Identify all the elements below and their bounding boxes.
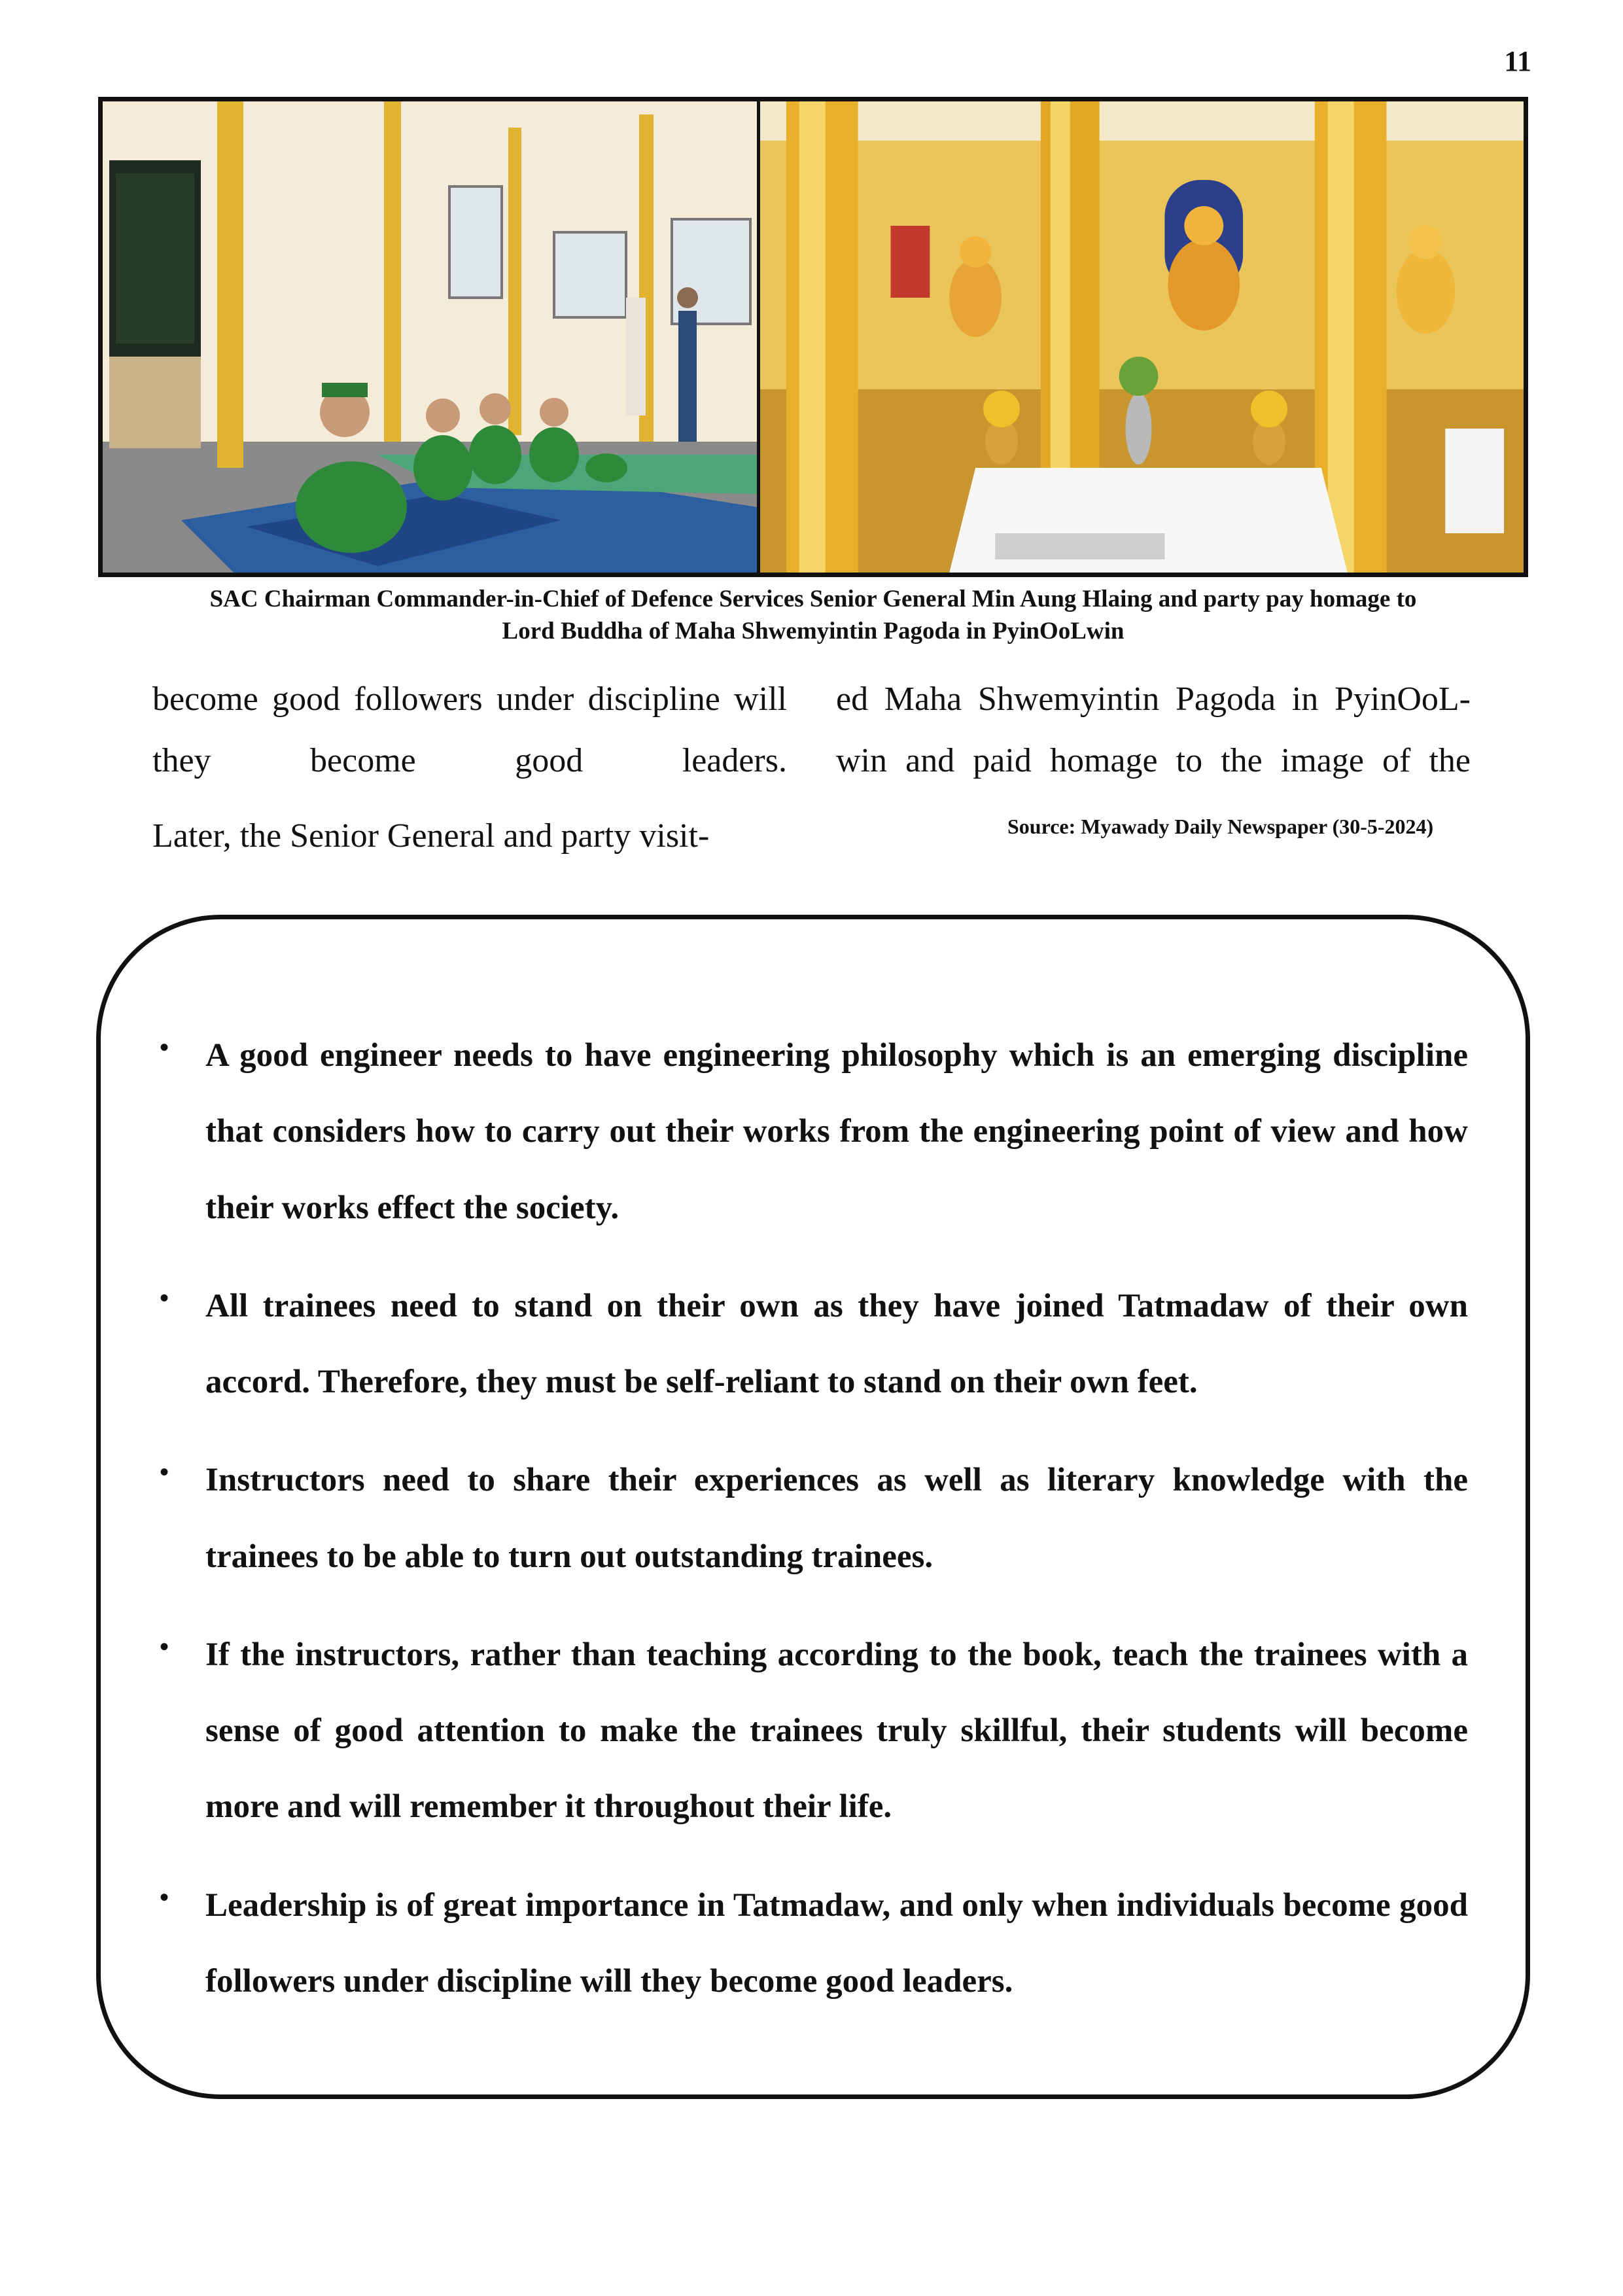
highlights-list bbox=[160, 1017, 1468, 2041]
photo-buddha-shrine bbox=[760, 101, 1524, 573]
bullet-icon: • bbox=[160, 1631, 169, 1661]
source-credit: Source: Myawady Daily Newspaper (30-5-2024) bbox=[1007, 815, 1434, 838]
photo-praying-hall bbox=[103, 101, 757, 573]
bullet-icon: • bbox=[160, 1882, 169, 1912]
page-number: 11 bbox=[1504, 45, 1531, 77]
bullet-icon: • bbox=[160, 1282, 169, 1313]
bullet-icon: • bbox=[160, 1457, 169, 1487]
highlight-item bbox=[160, 1442, 1468, 1595]
bullet-icon: • bbox=[160, 1033, 169, 1062]
highlights-box bbox=[96, 915, 1530, 2099]
highlight-item bbox=[160, 1617, 1468, 1845]
highlight-item bbox=[160, 1867, 1468, 2020]
photo-caption-line-1: SAC Chairman Commander-in-Chief of Defence Services Senior General Min Aung Hlaing and party pay homage to bbox=[209, 586, 1417, 612]
highlight-text: All trainees need to stand on their own as they have joined Tatmadaw of their own accord. Therefore, they must be self-reliant to stand on their own feet. bbox=[205, 1287, 1468, 1401]
buddha-shrine-illustration bbox=[760, 101, 1524, 573]
article-paragraph: Later, the Senior General and party visit- bbox=[152, 817, 710, 855]
photo-frame bbox=[98, 97, 1528, 577]
article-left-column bbox=[152, 669, 787, 881]
photo-caption bbox=[98, 584, 1528, 648]
article-paragraph: become good followers under discipline will they become good leaders. bbox=[152, 680, 787, 779]
highlight-item bbox=[160, 1268, 1468, 1421]
article-right-column bbox=[836, 669, 1471, 805]
article-columns bbox=[152, 669, 1516, 885]
highlight-item bbox=[160, 1017, 1468, 1246]
highlight-text: If the instructors, rather than teaching according to the book, teach the trainees with a sense of good attention to make the trainees truly skillful, their students will become more and will remember it throughout their life. bbox=[205, 1636, 1468, 1826]
highlight-text: Instructors need to share their experiences as well as literary knowledge with the trainees to be able to turn out outstanding trainees. bbox=[205, 1462, 1468, 1575]
highlight-text: A good engineer needs to have engineering philosophy which is an emerging discipline that considers how to carry out their works from the engineering point of view and how their works effect the society. bbox=[205, 1037, 1468, 1226]
praying-hall-illustration bbox=[103, 101, 757, 573]
photo-caption-line-2: Lord Buddha of Maha Shwemyintin Pagoda in PyinOoLwin bbox=[502, 617, 1125, 645]
article-paragraph: ed Maha Shwemyintin Pagoda in PyinOoL- win and paid homage to the image of the bbox=[836, 680, 1471, 779]
highlight-text: Leadership is of great importance in Tatmadaw, and only when individuals become good followers under discipline will they become good leaders. bbox=[205, 1886, 1468, 2000]
